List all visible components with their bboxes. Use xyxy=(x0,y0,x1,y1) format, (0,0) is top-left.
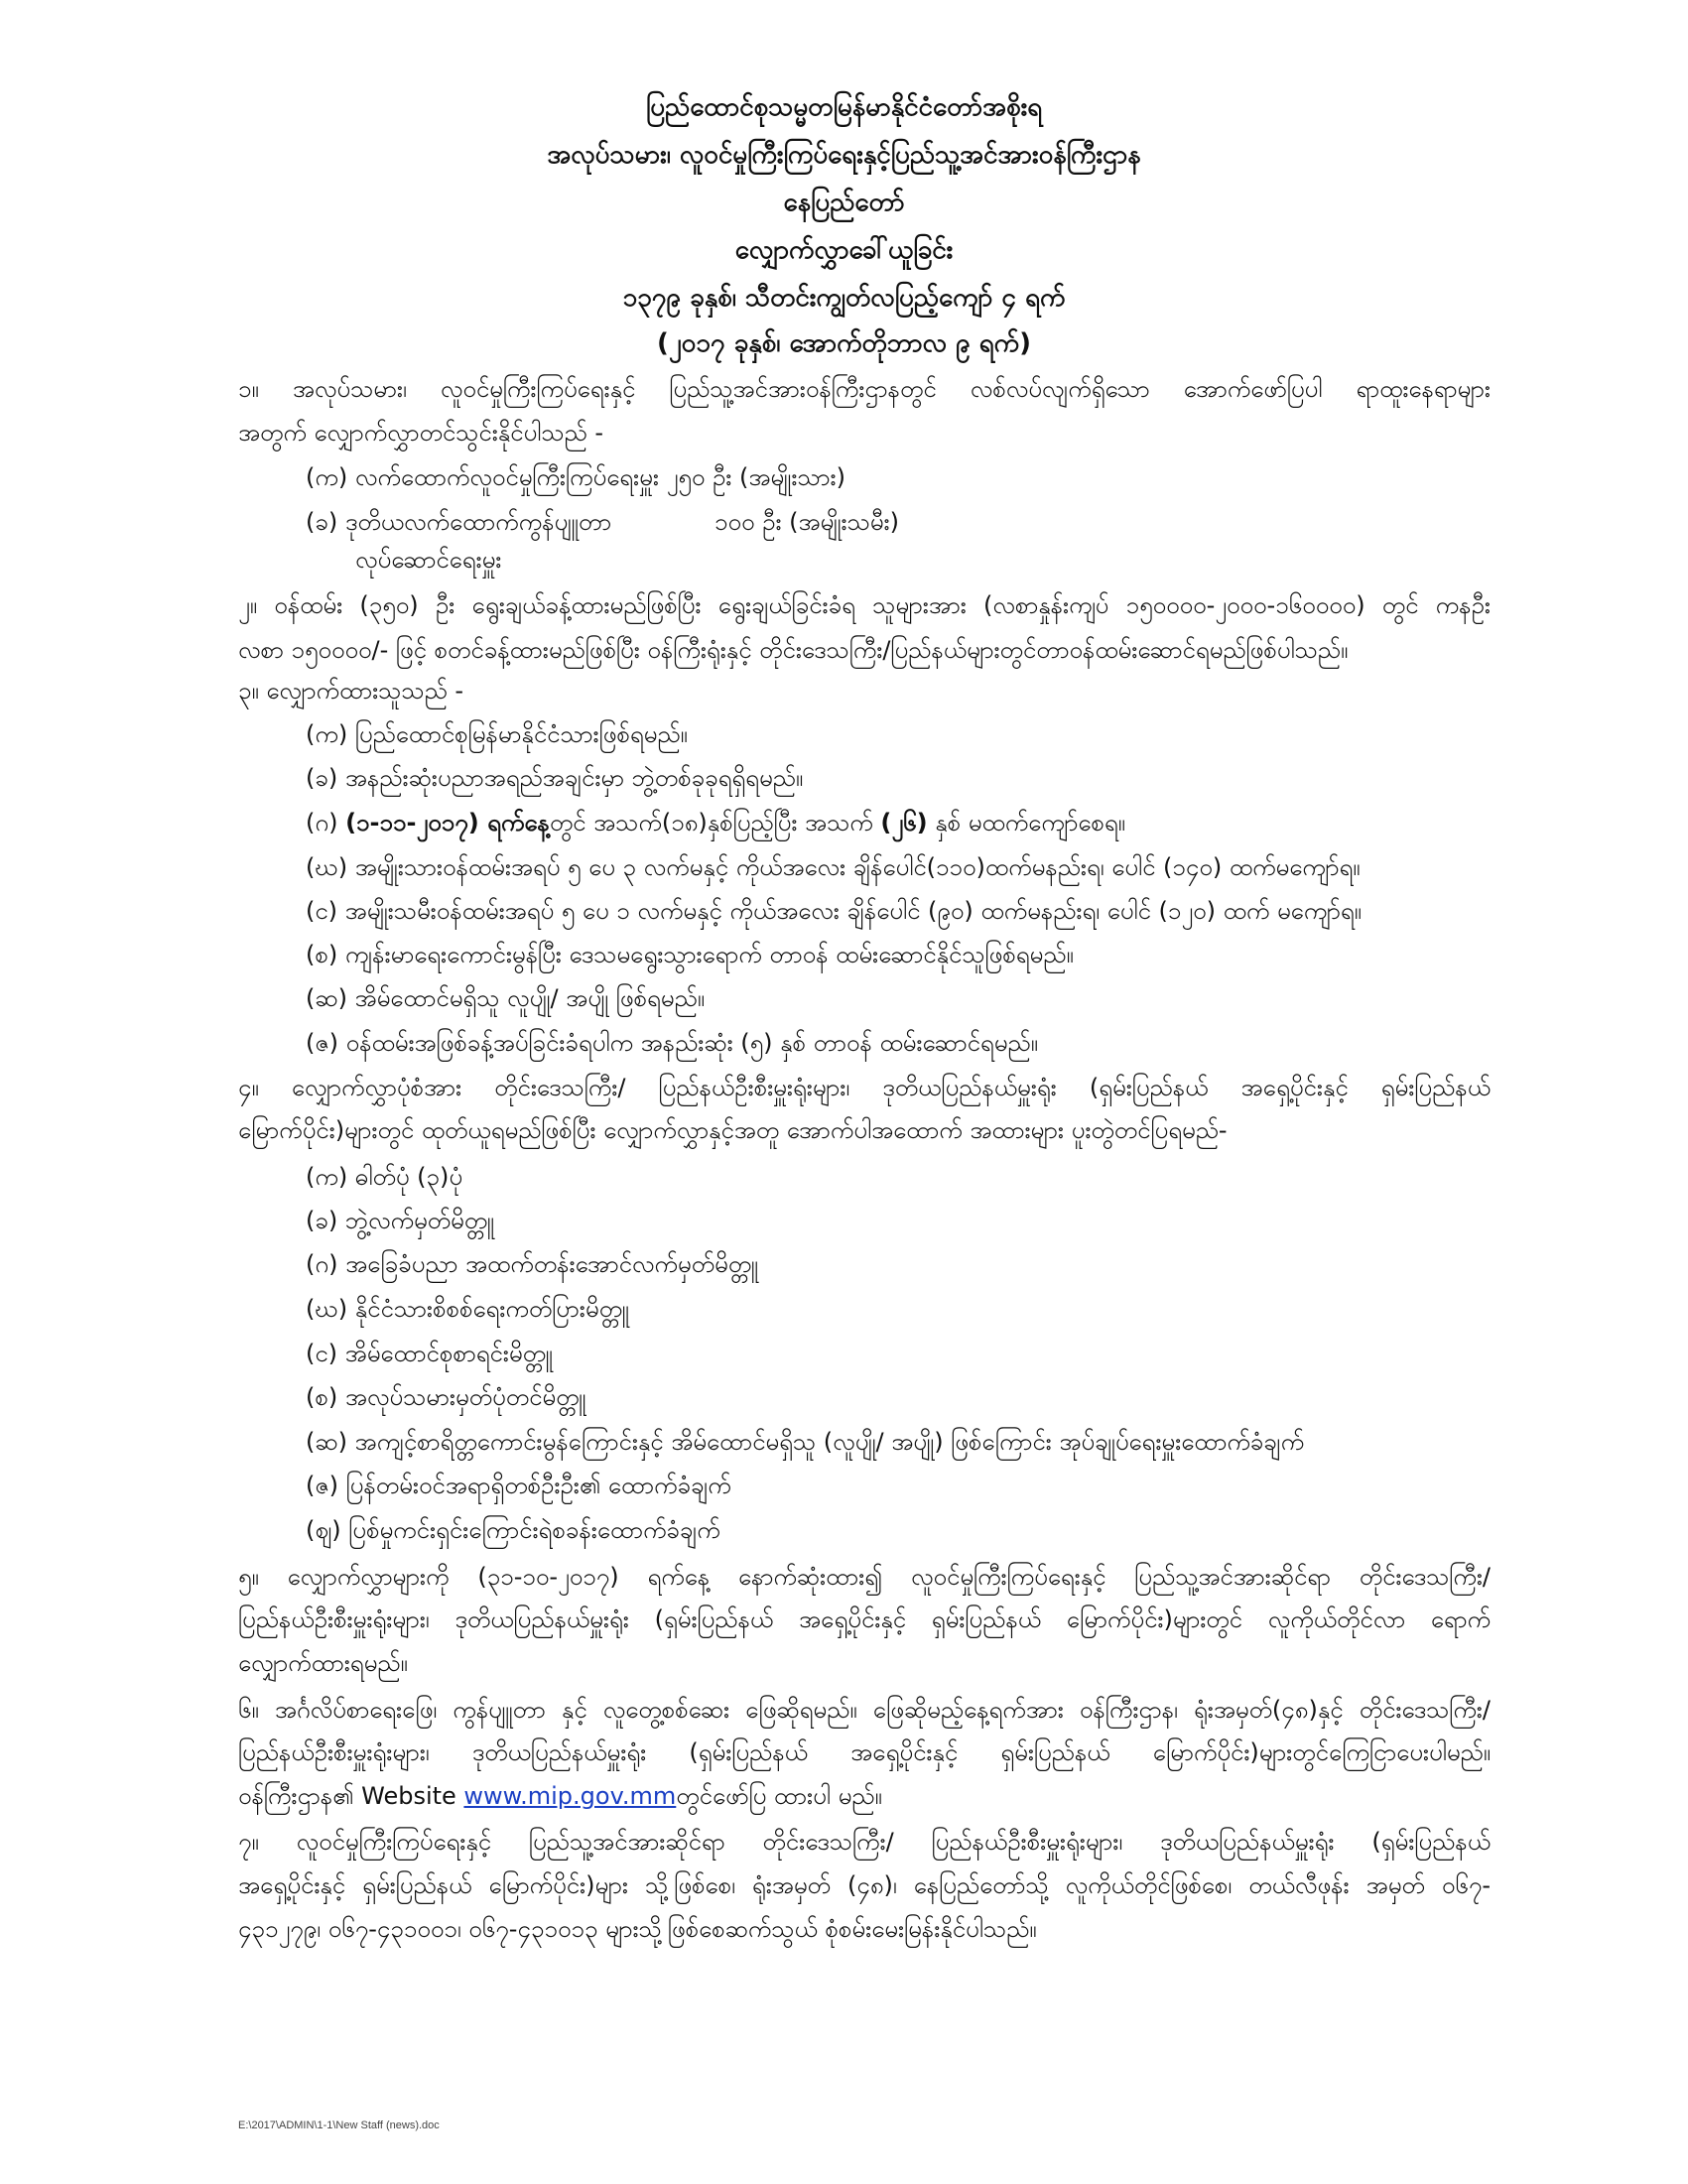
section-2-line-1: ၂။ ဝန်ထမ်း (၃၅၀) ဦး ရွေးချယ်ခန့်ထားမည်ဖြစ်ပြီး ရွေးချယ်ခြင်းခံရ သူများအား (လစာနှုန်းကျပ် ၁၅၀၀၀၀-၂၀၀၀-၁၆၀၀၀၀) တွင် ကနဦး xyxy=(238,591,1491,619)
section-1-item-b-count: ၁၀၀ ဦး (အမျိုးသမီး) xyxy=(714,508,899,536)
section-3-item-g: (ဆ) အိမ်ထောင်မရှိသူ လူပျို/ အပျို ဖြစ်ရမည်။ xyxy=(306,984,705,1012)
section-4-item-f: (စ) အလုပ်သမားမှတ်ပုံတင်မိတ္တူ xyxy=(306,1383,586,1411)
section-7-line-2: အရှေ့ပိုင်းနှင့် ရှမ်းပြည်နယ် မြောက်ပိုင်း)များ သို့ဖြစ်စေ၊ ရုံးအမှတ် (၄၈)၊ နေပြည်တော်သို့ လူကိုယ်တိုင်ဖြစ်စေ၊ တယ်လီဖုန်း အမှတ် ၀၆၇- xyxy=(238,1871,1491,1899)
section-4-line-2: မြောက်ပိုင်း)များတွင် ထုတ်ယူရမည်ဖြစ်ပြီး လျှောက်လွှာနှင့်အတူ အောက်ပါအထောက် အထားများ ပူးတွဲတင်ပြရမည်- xyxy=(238,1116,1228,1144)
section-3-item-a: (က) ပြည်ထောင်စုမြန်မာနိုင်ငံသားဖြစ်ရမည်။ xyxy=(306,720,688,748)
section-4-item-b: (ခ) ဘွဲ့လက်မှတ်မိတ္တူ xyxy=(306,1207,495,1234)
section-3-item-c-mid: တွင် အသက်(၁၈)နှစ်ပြည့်ပြီး အသက် xyxy=(549,809,881,836)
section-3-item-b: (ခ) အနည်းဆုံးပညာအရည်အချင်းမှာ ဘွဲ့တစ်ခုခုရရှိရမည်။ xyxy=(306,764,804,792)
section-4-item-i: (ဈ) ပြစ်မှုကင်းရှင်းကြောင်းရဲစခန်းထောက်ခံချက် xyxy=(306,1516,720,1544)
footer-file-path: E:\2017\ADMIN\1-1\New Staff (news).doc xyxy=(238,2120,440,2131)
section-6-line-2: ပြည်နယ်ဦးစီးမှူးရုံးများ၊ ဒုတိယပြည်နယ်မှူးရုံး (ရှမ်းပြည်နယ် အရှေ့ပိုင်းနှင့် ရှမ်းပြည်နယ် မြောက်ပိုင်း)များတွင်ကြေငြာပေးပါမည်။ xyxy=(238,1738,1491,1766)
header-date-gregorian: (၂၀၁၇ ခုနှစ်၊ အောက်တိုဘာလ ၉ ရက်) xyxy=(657,328,1031,358)
section-3-item-d: (ဃ) အမျိုးသားဝန်ထမ်းအရပ် ၅ ပေ ၃ လက်မနှင့် ကိုယ်အလေး ချိန်ပေါင်(၁၁၀)ထက်မနည်းရ၊ ပေါင် (၁၄၀) ထက်မကျော်ရ။ xyxy=(306,853,1361,881)
section-5-line-2: ပြည်နယ်ဦးစီးမှူးရုံးများ၊ ဒုတိယပြည်နယ်မှူးရုံး (ရှမ်းပြည်နယ် အရှေ့ပိုင်းနှင့် ရှမ်းပြည်နယ် မြောက်ပိုင်း)များတွင် လူကိုယ်တိုင်လာ ရောက် xyxy=(238,1606,1491,1633)
section-5-line-1: ၅။ လျှောက်လွှာများကို (၃၁-၁၀-၂၀၁၇) ရက်နေ့ နောက်ဆုံးထား၍ လူဝင်မှုကြီးကြပ်ရေးနှင့် ပြည်သူ့အင်အားဆိုင်ရာ တိုင်းဒေသကြီး/ xyxy=(238,1563,1491,1591)
section-6-line-3 xyxy=(238,1780,882,1812)
header-location: နေပြည်တော် xyxy=(783,188,905,217)
section-1-item-b: (ခ) ဒုတိယလက်ထောက်ကွန်ပျူတာ xyxy=(306,508,612,536)
website-link[interactable]: www.mip.gov.mm xyxy=(463,1782,677,1810)
section-3-item-c-prefix: (ဂ) xyxy=(306,809,346,836)
section-6-website-label: ဝန်ကြီးဌာန၏ Website xyxy=(238,1782,464,1810)
section-1-line-1: ၁။ အလုပ်သမား၊ လူဝင်မှုကြီးကြပ်ရေးနှင့် ပြည်သူ့အင်အားဝန်ကြီးဌာနတွင် လစ်လပ်လျက်ရှိသော အောက်ဖော်ပြပါ ရာထူးနေရာများ xyxy=(238,375,1491,403)
section-3-item-e: (င) အမျိုးသမီးဝန်ထမ်းအရပ် ၅ ပေ ၁ လက်မနှင့် ကိုယ်အလေး ချိန်ပေါင် (၉၀) ထက်မနည်းရ၊ ပေါင် (၁၂၀) ထက် မကျော်ရ။ xyxy=(306,897,1362,925)
section-1-line-2: အတွက် လျှောက်လွှာတင်သွင်းနိုင်ပါသည် - xyxy=(238,419,604,447)
header-ministry: အလုပ်သမား၊ လူဝင်မှုကြီးကြပ်ရေးနှင့်ပြည်သူ့အင်အားဝန်ကြီးဌာန xyxy=(547,140,1141,170)
section-3-item-c-date: (၁-၁၁-၂၀၁၇) ရက်နေ့ xyxy=(345,809,550,836)
header-date-myanmar: ၁၃၇၉ ခုနှစ်၊ သီတင်းကျွတ်လပြည့်ကျော် ၄ ရက် xyxy=(622,283,1066,313)
section-4-item-e: (င) အိမ်ထောင်စုစာရင်းမိတ္တူ xyxy=(306,1340,553,1367)
section-3-item-c-age: (၂၆) xyxy=(880,809,928,836)
section-3-item-f: (စ) ကျန်းမာရေးကောင်းမွန်ပြီး ဒေသမရွေးသွားရောက် တာဝန် ထမ်းဆောင်နိုင်သူဖြစ်ရမည်။ xyxy=(306,941,1074,968)
section-3-item-h: (ဇ) ဝန်ထမ်းအဖြစ်ခန့်အပ်ခြင်းခံရပါက အနည်းဆုံး (၅) နှစ် တာဝန် ထမ်းဆောင်ရမည်။ xyxy=(306,1029,1038,1057)
section-7-line-1: ၇။ လူဝင်မှုကြီးကြပ်ရေးနှင့် ပြည်သူ့အင်အားဆိုင်ရာ တိုင်းဒေသကြီး/ ပြည်နယ်ဦးစီးမှူးရုံးများ၊ ဒုတိယပြည်နယ်မှူးရုံး (ရှမ်းပြည်နယ် xyxy=(238,1828,1491,1856)
section-1-item-a: (က) လက်ထောက်လူဝင်မှုကြီးကြပ်ရေးမှူး ၂၅၀ ဦး (အမျိုးသား) xyxy=(306,463,845,491)
section-2-line-2: လစာ ၁၅၀၀၀၀/- ဖြင့် စတင်ခန့်ထားမည်ဖြစ်ပြီး ဝန်ကြီးရုံးနှင့် တိုင်းဒေသကြီး/ပြည်နယ်များတွင်တာဝန်ထမ်းဆောင်ရမည်ဖြစ်ပါသည်။ xyxy=(238,636,1349,664)
section-4-item-h: (ဇ) ပြန်တမ်းဝင်အရာရှိတစ်ဦးဦး၏ ထောက်ခံချက် xyxy=(306,1472,731,1499)
section-3-item-c xyxy=(306,807,1125,838)
section-7-line-3: ၄၃၁၂၇၉၊ ၀၆၇-၄၃၁၀၀၁၊ ၀၆၇-၄၃၁၀၁၃ များသို့ဖြစ်စေဆက်သွယ် စုံစမ်းမေးမြန်းနိုင်ပါသည်။ xyxy=(238,1915,1037,1943)
section-4-item-d: (ဃ) နိုင်ငံသားစိစစ်ရေးကတ်ပြားမိတ္တူ xyxy=(306,1295,629,1323)
header-title: လျှောက်လွှာခေါ်ယူခြင်း xyxy=(734,235,954,265)
section-4-item-c: (ဂ) အခြေခံပညာ အထက်တန်းအောင်လက်မှတ်မိတ္တူ xyxy=(306,1250,758,1278)
section-1-item-b-cont: လုပ်ဆောင်ရေးမှူး xyxy=(355,546,502,574)
section-3-title: ၃။ လျှောက်ထားသူသည် - xyxy=(238,677,464,705)
section-3-item-c-suffix: နှစ် မထက်ကျော်စေရ။ xyxy=(927,809,1125,836)
section-4-item-g: (ဆ) အကျင့်စာရိတ္တကောင်းမွန်ကြောင်းနှင့် အိမ်ထောင်မရှိသူ (လူပျို/ အပျို) ဖြစ်ကြောင်း အုပ်ချုပ်ရေးမှူးထောက်ခံချက် xyxy=(306,1428,1305,1456)
section-4-line-1: ၄။ လျှောက်လွှာပုံစံအား တိုင်းဒေသကြီး/ ပြည်နယ်ဦးစီးမှူးရုံးများ၊ ဒုတိယပြည်နယ်မှူးရုံး (ရှမ်းပြည်နယ် အရှေ့ပိုင်းနှင့် ရှမ်းပြည်နယ် xyxy=(238,1074,1491,1101)
section-6-line-1: ၆။ အင်္ဂလိပ်စာရေးဖြေ၊ ကွန်ပျူတာ နှင့် လူတွေ့စစ်ဆေး ဖြေဆိုရမည်။ ဖြေဆိုမည့်နေ့ရက်အား ဝန်ကြီးဌာန၊ ရုံးအမှတ်(၄၈)နှင့် တိုင်းဒေသကြီး/ xyxy=(238,1696,1491,1724)
header-government: ပြည်ထောင်စုသမ္မတမြန်မာနိုင်ငံတော်အစိုးရ xyxy=(645,92,1043,122)
section-4-item-a: (က) ဓါတ်ပုံ (၃)ပုံ xyxy=(306,1163,463,1191)
section-6-website-suffix: တွင်ဖော်ပြ ထားပါ မည်။ xyxy=(676,1782,882,1810)
section-5-line-3: လျှောက်ထားရမည်။ xyxy=(238,1649,408,1677)
